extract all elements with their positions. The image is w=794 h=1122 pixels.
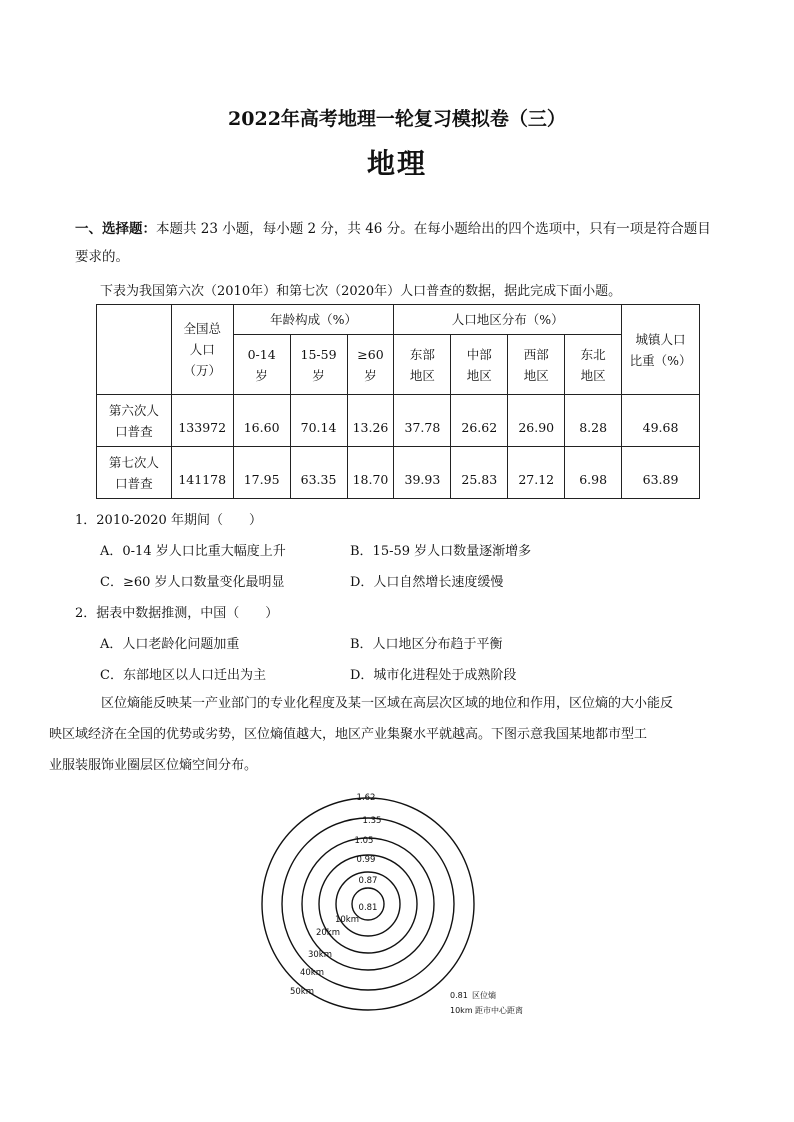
cell: 16.60 — [233, 395, 290, 447]
header-region-northeast: 东北 地区 — [565, 335, 622, 395]
table-intro: 下表为我国第六次（2010年）和第七次（2020年）人口普查的数据，据此完成下面小题。 — [100, 284, 622, 299]
location-quotient-ring-diagram — [250, 780, 550, 1020]
q2-option-c[interactable]: C．东部地区以人口迁出为主 — [100, 668, 266, 683]
cell: 70.14 — [290, 395, 347, 447]
census-table — [96, 304, 700, 499]
cell: 13.26 — [347, 395, 394, 447]
passage-line-3: 业服装服饰业圈层区位熵空间分布。 — [49, 758, 258, 773]
section-heading: 一、选择题： — [75, 221, 156, 237]
question-2-stem: 2．据表中数据推测，中国（ ） — [75, 606, 279, 621]
cell: 39.93 — [394, 447, 451, 499]
exam-title: 2022年高考地理一轮复习模拟卷（三） — [228, 108, 566, 130]
q1-option-d[interactable]: D．人口自然增长速度缓慢 — [350, 575, 504, 590]
quotient-label: 0.99 — [356, 855, 376, 865]
header-age-0-14: 0-14 岁 — [233, 335, 290, 395]
q2-option-a[interactable]: A．人口老龄化问题加重 — [100, 637, 240, 652]
row-label: 第七次人 口普查 — [97, 447, 172, 499]
subject-title: 地理 — [366, 147, 427, 180]
section-instructions — [75, 215, 725, 271]
cell: 26.62 — [451, 395, 508, 447]
question-1-stem: 1．2010-2020 年期间（ ） — [75, 513, 262, 528]
header-region-central: 中部 地区 — [451, 335, 508, 395]
cell: 63.89 — [622, 447, 700, 499]
figure-legend — [450, 990, 523, 1015]
quotient-label: 0.81 — [358, 903, 378, 913]
q1-option-c[interactable]: C．≥60 岁人口数量变化最明显 — [100, 575, 285, 590]
header-region-east: 东部 地区 — [394, 335, 451, 395]
header-urban: 城镇人口 比重（%） — [622, 305, 700, 395]
distance-label: 30km — [307, 950, 333, 960]
header-total-pop: 全国总 人口 （万） — [171, 305, 233, 395]
passage-2 — [49, 688, 725, 781]
legend-desc-distance: 距市中心距离 — [475, 1006, 523, 1015]
cell: 27.12 — [508, 447, 565, 499]
quotient-label: 1.62 — [356, 793, 376, 803]
q2-option-d[interactable]: D．城市化进程处于成熟阶段 — [350, 668, 517, 683]
section-text-1: 本题共 23 小题，每小题 2 分，共 46 分。在每小题给出的四个选项中，只有一项是符合题目 — [156, 221, 711, 237]
table-row — [97, 447, 700, 499]
passage-line-1: 区位熵能反映某一产业部门的专业化程度及某一区域在高层次区域的地位和作用，区位熵的大小能反 — [101, 696, 674, 711]
cell: 26.90 — [508, 395, 565, 447]
header-blank — [97, 305, 172, 395]
cell: 49.68 — [622, 395, 700, 447]
header-region-west: 西部 地区 — [508, 335, 565, 395]
header-age-15-59: 15-59 岁 — [290, 335, 347, 395]
header-age-60plus: ≥60 岁 — [347, 335, 394, 395]
cell: 18.70 — [347, 447, 394, 499]
table-row — [97, 395, 700, 447]
quotient-label: 1.05 — [354, 836, 374, 846]
quotient-label: 1.35 — [362, 816, 382, 826]
legend-sample-quotient: 0.81 — [450, 991, 468, 1000]
header-region: 人口地区分布（%） — [394, 305, 622, 335]
passage-line-2: 映区域经济在全国的优势或劣势，区位熵值越大，地区产业集聚水平就越高。下图示意我国某地都市型工 — [49, 727, 648, 742]
row-label: 第六次人 口普查 — [97, 395, 172, 447]
distance-label: 50km — [289, 987, 315, 997]
cell: 37.78 — [394, 395, 451, 447]
cell: 6.98 — [565, 447, 622, 499]
legend-desc-quotient: 区位熵 — [472, 991, 496, 1000]
distance-label: 40km — [299, 968, 325, 978]
q1-option-a[interactable]: A．0-14 岁人口比重大幅度上升 — [100, 544, 286, 559]
cell: 25.83 — [451, 447, 508, 499]
cell: 17.95 — [233, 447, 290, 499]
section-text-2: 要求的。 — [75, 249, 129, 265]
cell: 133972 — [171, 395, 233, 447]
cell: 8.28 — [565, 395, 622, 447]
quotient-label: 0.87 — [358, 876, 378, 886]
cell: 63.35 — [290, 447, 347, 499]
q2-option-b[interactable]: B．人口地区分布趋于平衡 — [350, 637, 503, 652]
distance-label: 10km — [334, 915, 360, 925]
header-age: 年龄构成（%） — [233, 305, 394, 335]
cell: 141178 — [171, 447, 233, 499]
distance-label: 20km — [315, 928, 341, 938]
q1-option-b[interactable]: B．15-59 岁人口数量逐渐增多 — [350, 544, 532, 559]
legend-sample-distance: 10km — [450, 1006, 473, 1015]
